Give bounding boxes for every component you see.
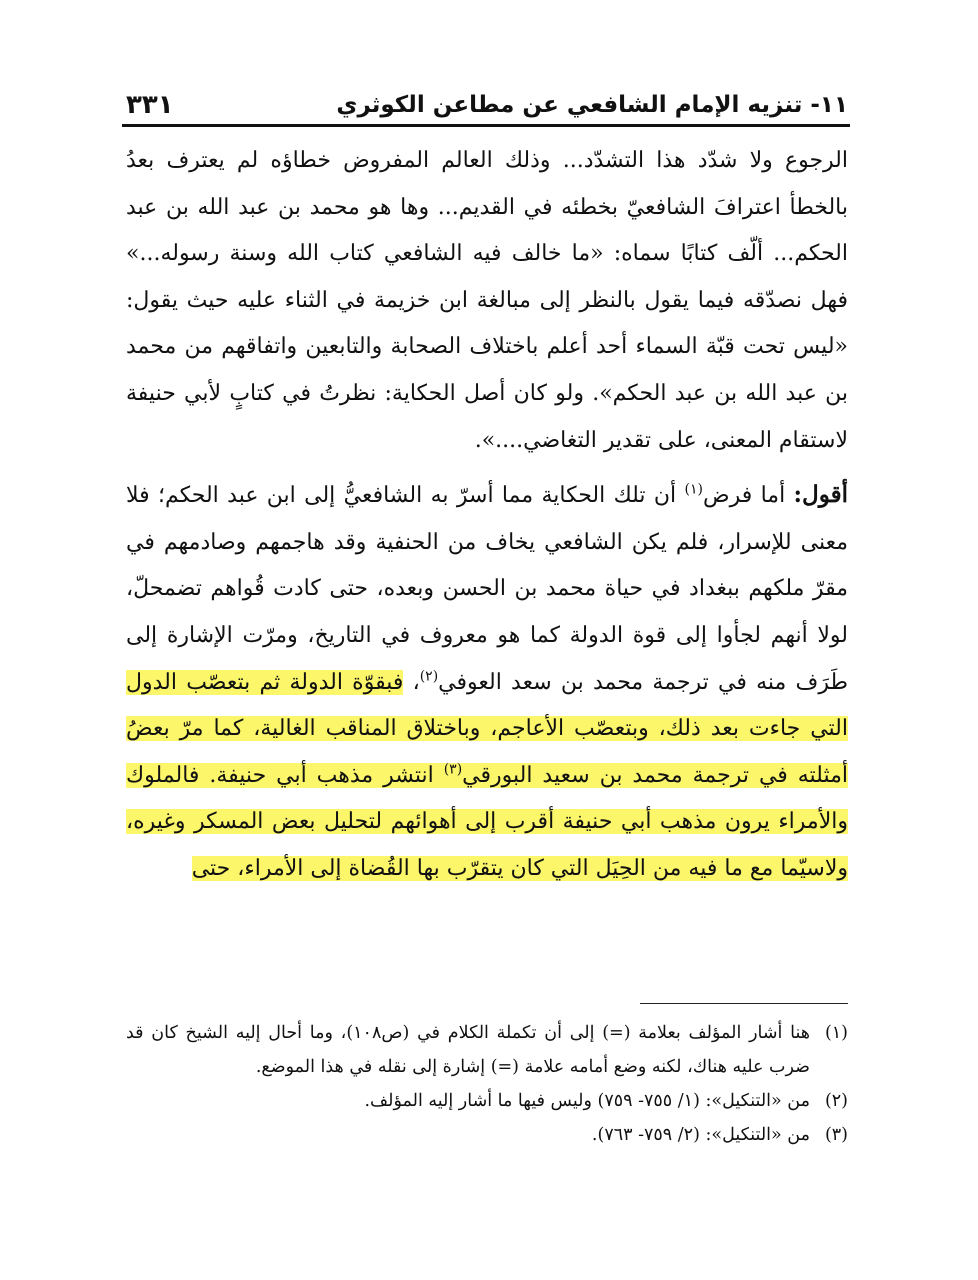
running-header: [126, 78, 848, 122]
highlighted-text-1: فبقوّة الدولة ثم بتعصّب الدول التي جاءت بعد ذلك، وبتعصّب الأعاجم، وباختلاق المناقب الغالية، كما مرّ بعضُ أمثلته في ترجمة محمد بن سعيد البورقي: [126, 669, 848, 788]
paragraph-2-text-a: أما فرض: [702, 483, 794, 509]
footnote-ref-1: (١): [684, 481, 703, 498]
footnote-text: من «التنكيل»: (١/ ٧٥٥- ٧٥٩) وليس فيها ما أشار إليه المؤلف.: [364, 1091, 810, 1111]
footnotes: [126, 1016, 848, 1152]
page-number: ٣٣١: [126, 90, 174, 120]
paragraph-2: [126, 472, 848, 892]
footnote-text: هنا أشار المؤلف بعلامة (=) إلى أن تكملة الكلام في (ص١٠٨)، وما أحال إليه الشيخ كان قد ضرب عليه هناك، لكنه وضع أمامه علامة (=) إشارة إلى نقله في هذا الموضع.: [126, 1023, 810, 1077]
running-header-title: ١١- تنزيه الإمام الشافعي عن مطاعن الكوثري: [336, 92, 848, 118]
footnote-2: [126, 1084, 848, 1118]
highlighted-passage: [126, 670, 848, 881]
paragraph-1: الرجوع ولا شدّد هذا التشدّد... وذلك العالم المفروض خطاؤه لم يعترف بعدُ بالخطأ اعترافَ الشافعيّ بخطئه في القديم... وها هو محمد بن عبد الله بن عبد الحكم... ألّف كتابًا سماه: «ما خالف فيه الشافعي كتاب الله وسنة رسوله...» فهل نصدّقه فيما يقول بالنظر إلى مبالغة ابن خزيمة في الثناء عليه حيث يقول: «ليس تحت قبّة السماء أحد أعلم باختلاف الصحابة والتابعين واتفاقهم من محمد بن عبد الله بن عبد الحكم». ولو كان أصل الحكاية: نظرتُ في كتابٍ لأبي حنيفة لاستقام المعنى، على تقدير التغاضي....».: [126, 148, 848, 453]
footnote-number: (٣): [824, 1125, 848, 1145]
paragraph-2-text-c: ،: [403, 669, 420, 695]
footnote-1: [126, 1016, 848, 1084]
footnote-3: [126, 1118, 848, 1152]
header-rule: [122, 124, 850, 127]
paragraph-lead-word: أقول:: [793, 481, 849, 509]
footnote-number: (٢): [824, 1091, 848, 1111]
footnote-ref-2: (٢): [419, 668, 439, 685]
footnote-number: (١): [824, 1023, 848, 1043]
footnote-separator: [640, 1003, 848, 1004]
highlighted-text-2: انتشر مذهب أبي حنيفة. فالملوك والأمراء يرون مذهب أبي حنيفة أقرب إلى أهوائهم لتحليل بعض المسكر وغيره، ولاسيّما مع ما فيه من الحِيَل التي كان يتقرّب بها القُضاة إلى الأمراء، حتى: [126, 762, 848, 881]
main-text: [126, 138, 848, 893]
paragraph-2-text-b: أن تلك الحكاية مما أسرّ به الشافعيُّ إلى ابن عبد الحكم؛ فلا معنى للإسرار، فلم يكن الشافعي يخاف من الحنفية وقد هاجمهم وصادمهم في مقرّ ملكهم ببغداد في حياة محمد بن الحسن وبعده، حتى كادت قُواهم تضمحلّ، لولا أنهم لجأوا إلى قوة الدولة كما هو معروف في التاريخ، ومرّت الإشارة إلى طَرَف منه في ترجمة محمد بن سعد العوفي: [126, 483, 848, 695]
footnote-text: من «التنكيل»: (٢/ ٧٥٩- ٧٦٣).: [591, 1125, 810, 1145]
footnote-ref-3: (٣): [443, 761, 463, 778]
